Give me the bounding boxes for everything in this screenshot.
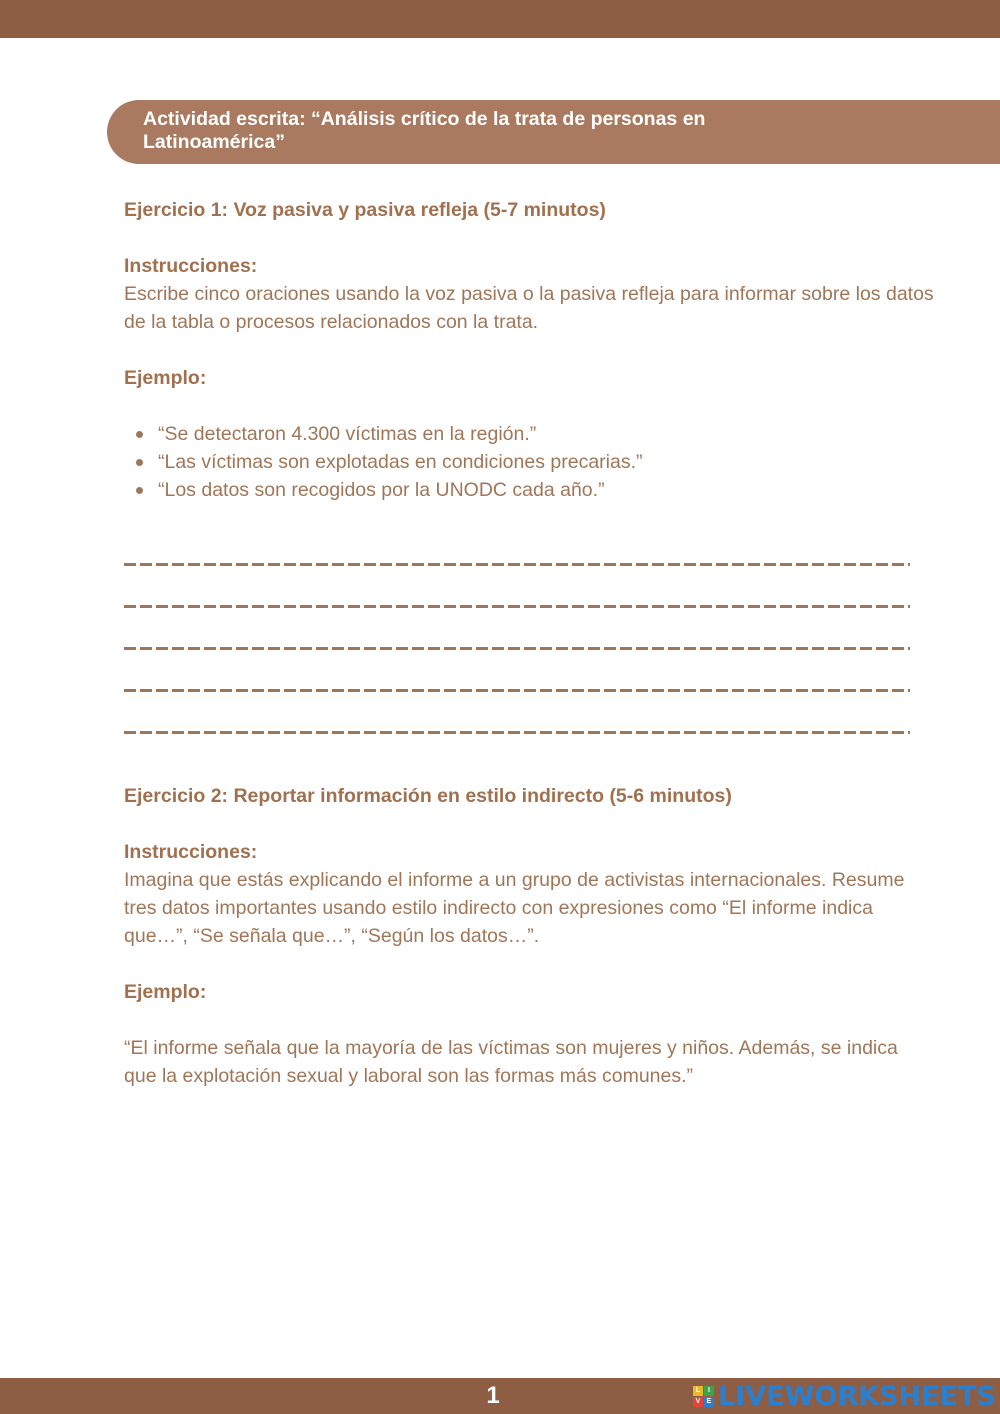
answer-line-2[interactable] bbox=[124, 584, 910, 626]
worksheet-content bbox=[124, 196, 934, 1090]
exercise-1-heading: Ejercicio 1: Voz pasiva y pasiva refleja (5-7 minutos) bbox=[124, 199, 606, 221]
answer-line-4[interactable] bbox=[124, 668, 910, 710]
page-title: Actividad escrita: “Análisis crítico de la trata de personas en Latinoamérica” bbox=[143, 108, 706, 153]
title-banner bbox=[107, 100, 1000, 164]
list-item: “Los datos son recogidos por la UNODC cada año.” bbox=[158, 476, 934, 504]
page-number: 1 bbox=[486, 1382, 500, 1409]
exercise-1-instructions-label: Instrucciones: bbox=[124, 255, 258, 277]
answer-line-1[interactable] bbox=[124, 542, 910, 584]
liveworksheets-logo-icon: L I V E bbox=[693, 1386, 714, 1407]
liveworksheets-logo[interactable] bbox=[693, 1380, 996, 1412]
top-bar bbox=[0, 0, 1000, 38]
example-list bbox=[124, 420, 934, 504]
exercise-2-instructions-text: Imagina que estás explicando el informe a un grupo de activistas internacionales. Resume tres datos importantes usando estilo indirecto con expresiones como “El informe indica que…”, “Se señala que…”, “Según los datos…”. bbox=[124, 869, 905, 947]
list-item: “Se detectaron 4.300 víctimas en la región.” bbox=[158, 420, 934, 448]
answer-lines bbox=[124, 542, 934, 752]
footer-bar bbox=[0, 1378, 1000, 1414]
exercise-2-example-text: “El informe señala que la mayoría de las víctimas son mujeres y niños. Además, se indica que la explotación sexual y laboral son las formas más comunes.” bbox=[124, 1037, 898, 1087]
list-item: “Las víctimas son explotadas en condiciones precarias.” bbox=[158, 448, 934, 476]
exercise-1-instructions-text: Escribe cinco oraciones usando la voz pasiva o la pasiva refleja para informar sobre los datos de la tabla o procesos relacionados con la trata. bbox=[124, 283, 934, 333]
answer-line-5[interactable] bbox=[124, 710, 910, 752]
brand-name: LIVEWORKSHEETS bbox=[718, 1380, 996, 1412]
exercise-1-example-label: Ejemplo: bbox=[124, 367, 207, 389]
exercise-2-heading: Ejercicio 2: Reportar información en estilo indirecto (5-6 minutos) bbox=[124, 785, 732, 807]
exercise-2-instructions-label: Instrucciones: bbox=[124, 841, 258, 863]
exercise-2-example-label: Ejemplo: bbox=[124, 981, 207, 1003]
answer-line-3[interactable] bbox=[124, 626, 910, 668]
